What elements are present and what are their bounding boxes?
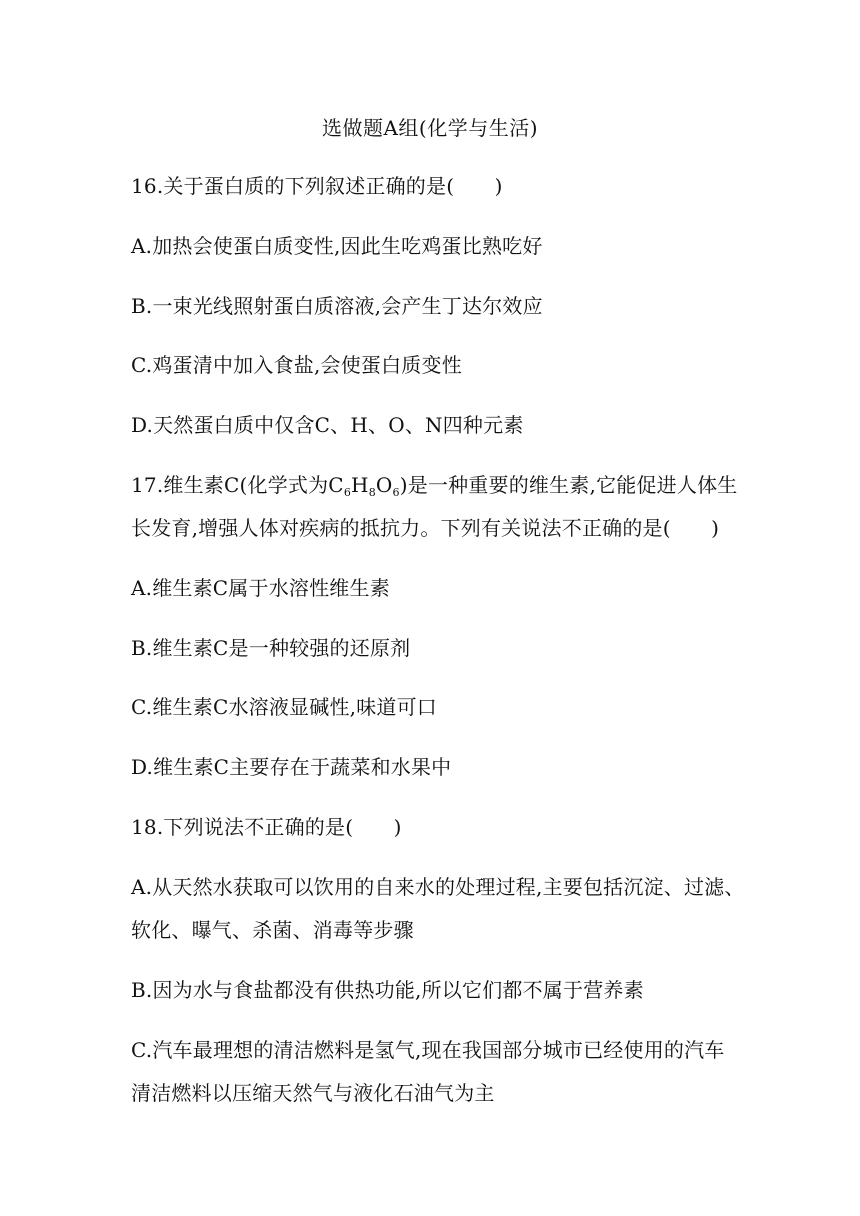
- question-16-option-c: C.鸡蛋清中加入食盐,会使蛋白质变性: [131, 353, 462, 377]
- question-18-option-a-line1: A.从天然水获取可以饮用的自来水的处理过程,主要包括沉淀、过滤、: [131, 875, 745, 899]
- question-17-stem-suffix: )是一种重要的维生素,它能促进人体生: [399, 473, 738, 497]
- question-17-stem-line2: 长发育,增强人体对疾病的抵抗力。下列有关说法不正确的是( ): [131, 516, 720, 540]
- question-17-stem-prefix: 17.维生素C(化学式为C: [131, 473, 344, 497]
- question-18-stem: 18.下列说法不正确的是( ): [131, 815, 402, 839]
- question-17-option-c: C.维生素C水溶液显碱性,味道可口: [131, 695, 438, 719]
- question-17-option-a: A.维生素C属于水溶性维生素: [131, 576, 390, 600]
- formula-h: H: [351, 473, 369, 497]
- question-16-option-b: B.一束光线照射蛋白质溶液,会产生丁达尔效应: [131, 294, 543, 318]
- question-16-option-a: A.加热会使蛋白质变性,因此生吃鸡蛋比熟吃好: [131, 234, 543, 258]
- question-18-option-a-line2: 软化、曝气、杀菌、消毒等步骤: [131, 918, 414, 942]
- formula-subscript-o: 6: [392, 486, 400, 499]
- formula-o: O: [375, 473, 393, 497]
- question-17-option-b: B.维生素C是一种较强的还原剂: [131, 636, 411, 660]
- formula-subscript-h: 8: [368, 486, 376, 499]
- section-title: 选做题A组(化学与生活): [321, 116, 539, 140]
- question-16-stem: 16.关于蛋白质的下列叙述正确的是( ): [131, 174, 503, 198]
- formula-subscript-c: 6: [343, 486, 352, 499]
- question-17-stem-line1: [131, 471, 737, 499]
- question-17-option-d: D.维生素C主要存在于蔬菜和水果中: [131, 755, 452, 779]
- question-18-option-b: B.因为水与食盐都没有供热功能,所以它们都不属于营养素: [131, 978, 644, 1002]
- question-16-option-d: D.天然蛋白质中仅含C、H、O、N四种元素: [131, 413, 524, 437]
- question-18-option-c-line2: 清洁燃料以压缩天然气与液化石油气为主: [131, 1081, 495, 1105]
- question-18-option-c-line1: C.汽车最理想的清洁燃料是氢气,现在我国部分城市已经使用的汽车: [131, 1038, 725, 1062]
